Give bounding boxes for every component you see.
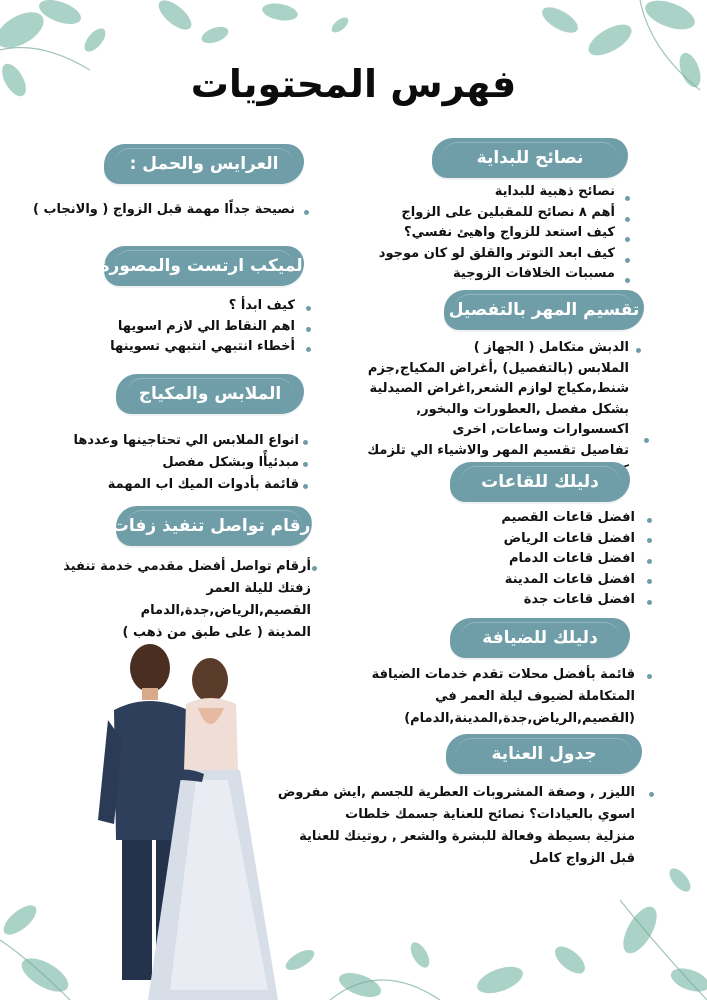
section-heading-clothes: الملابس والمكياج (116, 374, 304, 414)
list-beginning (379, 182, 615, 285)
list-item: منزلية بسيطة وفعالة للبشرة والشعر , روتينك للعناية (299, 829, 635, 844)
section-heading-mahr: تقسيم المهر بالتفصيل (444, 290, 644, 330)
bullet-dot (625, 237, 630, 242)
list-item: المتكاملة لضيوف ليلة العمر في (435, 689, 635, 704)
list-item: نصائح ذهبية للبداية (494, 184, 615, 199)
bullet-dot (647, 600, 652, 605)
section-heading-halls: دليلك للقاعات (450, 462, 630, 502)
list-mahr (367, 338, 629, 482)
list-contacts (63, 556, 311, 644)
bullet-dot (304, 210, 309, 215)
list-item: افضل قاعات جدة (523, 592, 635, 607)
bullet-dot (647, 538, 652, 543)
bullet-dot (625, 196, 630, 201)
list-item: كيف ابعد التوتر والقلق لو كان موجود (378, 245, 615, 261)
list-item: نصيحة جداًا مهمة قبل الزواج ( والانجاب ) (33, 202, 295, 217)
list-item: مسببات الخلافات الزوجية (453, 266, 615, 281)
list-item: انواع الملابس الي تحتاجينها وعددها (73, 433, 299, 448)
bullet-dot (303, 462, 308, 467)
list-item: الملابس (بالتفصيل) ,أغراض المكياج,جزم (367, 360, 629, 376)
list-item: قائمة بأدوات الميك اب المهمة (107, 477, 299, 492)
list-item: القصيم,الرياض,جدة,الدمام (140, 603, 311, 618)
list-item: قائمة بأفضل محلات تقدم خدمات الضيافة (371, 667, 635, 682)
list-makeup (110, 296, 295, 358)
section-heading-makeup: الميكب ارتست والمصورة (104, 246, 304, 286)
bullet-dot (647, 559, 652, 564)
list-item: زفتك لليلة العمر (206, 581, 311, 596)
bullet-dot (625, 217, 630, 222)
list-item: الدبش متكامل ( الجهاز ) (473, 340, 629, 355)
list-item: اهم النقاط الي لازم اسويها (117, 318, 295, 334)
list-clothes (73, 430, 299, 496)
list-item: كيف ابدأ ؟ (228, 298, 295, 313)
bullet-dot (644, 438, 649, 443)
bullet-dot (647, 518, 652, 523)
section-heading-contacts: ارقام تواصل تنفيذ زفات (116, 506, 312, 546)
list-item: افضل قاعات الدمام (509, 551, 635, 566)
bullet-dot (312, 566, 317, 571)
bullet-dot (306, 327, 311, 332)
bullet-dot (306, 306, 311, 311)
list-care (278, 782, 635, 870)
list-item: اكسسوارات وساعات, اخرى (452, 422, 629, 437)
bullet-dot (306, 347, 311, 352)
section-heading-beginning: نصائح للبداية (432, 138, 628, 178)
bullet-dot (303, 440, 308, 445)
list-item: المدينة ( على طبق من ذهب ) (122, 625, 311, 640)
list-item: اسوي بالعيادات؟ نصائح للعناية جسمك خلطات (345, 807, 635, 822)
bullet-dot (647, 579, 652, 584)
bullet-dot (636, 348, 641, 353)
list-item: افضل قاعات المدينة (504, 571, 635, 587)
list-item: الليزر , وصفة المشروبات العطرية للجسم ,ايش مفروض (277, 785, 635, 800)
bullet-dot (303, 484, 308, 489)
section-heading-hospitality: دليلك للضيافة (450, 618, 630, 658)
list-item: (القصيم,الرياض,جدة,المدينة,الدمام) (404, 711, 635, 726)
couple-illustration (78, 640, 278, 1000)
list-halls (501, 508, 635, 611)
bullet-dot (625, 278, 630, 283)
page-title: فهرس المحتويات (190, 62, 517, 106)
list-item: أخطاء انتبهي انتبهي تسوينها (110, 339, 295, 354)
list-item: بشكل مفصل ,العطورات والبخور, (416, 401, 629, 417)
list-item: قبل الزواج كامل (529, 851, 635, 866)
list-item: مبدئيأًا وبشكل مفصل (162, 455, 299, 470)
bullet-dot (647, 674, 652, 679)
list-item: أهم ٨ نصائح للمقبلين على الزواج (401, 204, 615, 220)
section-heading-brides: العرايس والحمل : (104, 144, 304, 184)
list-item: كيف استعد للزواج واهيئ نفسي؟ (404, 225, 615, 240)
list-item: افضل قاعات القصيم (501, 510, 635, 525)
list-brides (33, 200, 295, 221)
bullet-dot (649, 792, 654, 797)
list-item: شنط,مكياج لوازم الشعر,اغراض الصيدلية (369, 381, 629, 396)
list-item: تفاصيل تقسيم المهر والاشياء الي تلزمك (367, 442, 629, 458)
section-heading-care: جدول العناية (446, 734, 642, 774)
list-item: أرقام تواصل أفضل مقدمي خدمة تنفيذ (63, 559, 311, 574)
list-item: افضل قاعات الرياض (503, 530, 635, 546)
list-hospitality (372, 664, 635, 730)
bullet-dot (625, 258, 630, 263)
